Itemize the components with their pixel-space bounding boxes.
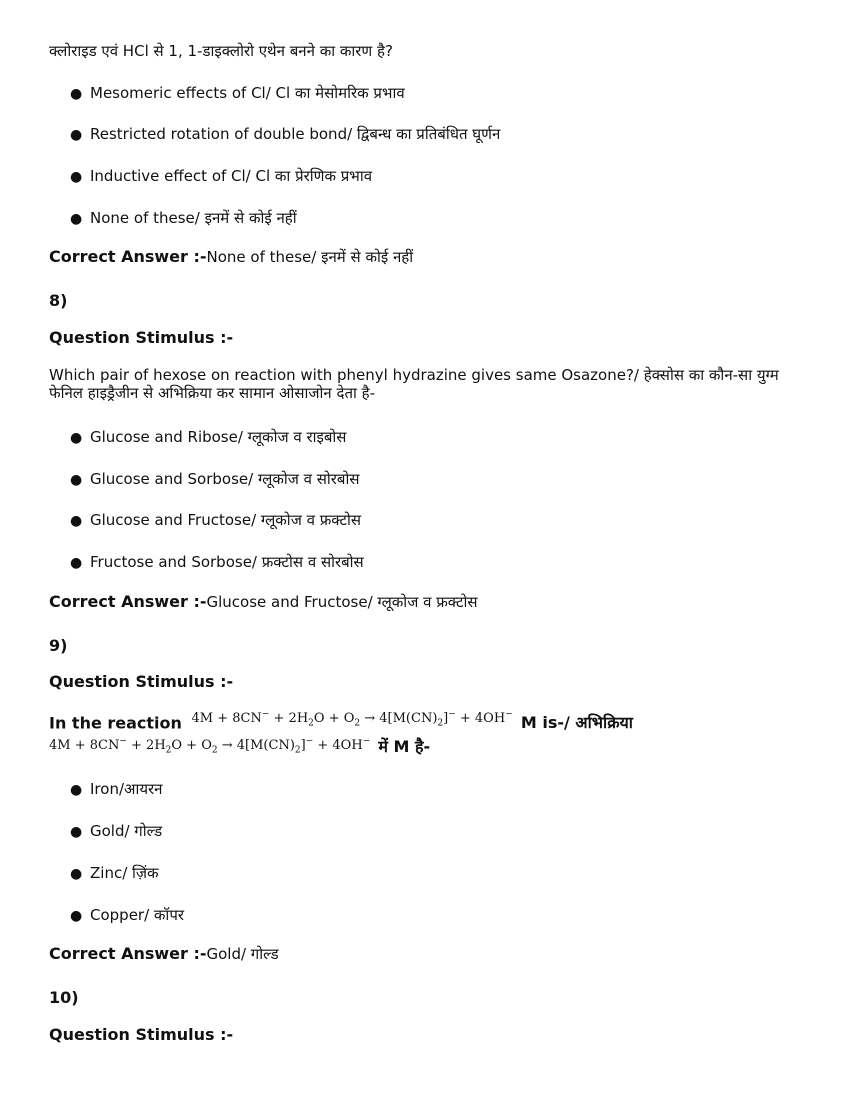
q7-stem-tail: क्लोराइड एवं HCl से 1, 1-डाइक्लोरो एथेन बनने का कारण है? (49, 42, 393, 60)
reaction-equation-image: $4M + 8CN^- + 2H_2O + O_2 \to 4[M(CN)_2]^- + 4OH^-$ (49, 737, 371, 756)
q8-option-2: ● Glucose and Sorbose/ ग्लूकोज व सोरबोस (70, 470, 360, 488)
bullet-icon: ● (70, 513, 83, 529)
q7-option-1: ● Mesomeric effects of Cl/ Cl का मेसोमरिक प्रभाव (70, 84, 405, 102)
bullet-icon: ● (70, 430, 83, 446)
bullet-icon: ● (70, 782, 83, 798)
stem-prefix: In the reaction (49, 713, 182, 733)
q8-number: 8) (49, 291, 68, 310)
bullet-icon: ● (70, 169, 83, 185)
q7-option-4: ● None of these/ इनमें से कोई नहीं (70, 209, 297, 227)
answer-label: Correct Answer :- (49, 592, 207, 611)
q9-option-3: ● Zinc/ ज़िंक (70, 864, 159, 882)
bullet-icon: ● (70, 866, 83, 882)
reaction-equation-image: 4M + 8CN− + 2H2O + O2 → 4[M(CN)2]− + 4OH− (191, 710, 513, 729)
q10-number: 10) (49, 988, 79, 1007)
q8-option-1: ● Glucose and Ribose/ ग्लूकोज व राइबोस (70, 428, 347, 446)
answer-text: Glucose and Fructose/ ग्लूकोज व फ्रक्टोस (206, 593, 478, 611)
bullet-icon: ● (70, 555, 83, 571)
q9-stimulus-label: Question Stimulus :- (49, 672, 234, 691)
q8-stimulus-label: Question Stimulus :- (49, 328, 234, 347)
q9-stem-line-2 (49, 736, 430, 763)
q9-number: 9) (49, 636, 68, 655)
answer-text: None of these/ इनमें से कोई नहीं (206, 248, 414, 266)
stem-suffix: में M है- (378, 737, 431, 757)
q9-option-4: ● Copper/ कॉपर (70, 906, 184, 924)
answer-text: Gold/ गोल्ड (206, 945, 279, 963)
bullet-icon: ● (70, 824, 83, 840)
q7-option-2: ● Restricted rotation of double bond/ द्विबन्ध का प्रतिबंधित घूर्णन (70, 125, 501, 143)
q9-correct-answer (49, 945, 279, 963)
q10-stimulus-label: Question Stimulus :- (49, 1025, 234, 1044)
q8-option-3: ● Glucose and Fructose/ ग्लूकोज व फ्रक्टोस (70, 511, 362, 529)
q8-option-4: ● Fructose and Sorbose/ फ्रक्टोस व सोरबोस (70, 553, 364, 571)
q9-option-2: ● Gold/ गोल्ड (70, 822, 163, 840)
bullet-icon: ● (70, 86, 83, 102)
bullet-icon: ● (70, 908, 83, 924)
answer-label: Correct Answer :- (49, 247, 207, 266)
q7-option-3: ● Inductive effect of Cl/ Cl का प्रेरणिक प्रभाव (70, 167, 373, 185)
q7-correct-answer (49, 248, 413, 266)
bullet-icon: ● (70, 211, 83, 227)
stem-middle: M is-/ अभिक्रिया (520, 713, 633, 733)
bullet-icon: ● (70, 127, 83, 143)
bullet-icon: ● (70, 472, 83, 488)
q9-option-1: ● Iron/आयरन (70, 780, 163, 798)
q9-stem-line-1 (49, 712, 633, 739)
q8-correct-answer (49, 593, 478, 611)
q8-stem: Which pair of hexose on reaction with phenyl hydrazine gives same Osazone?/ हेक्सोस का कौन-सा युग्म फेनिल हाइड्रैजीन से अभिक्रिया कर सामान ओसाजोन देता है- (49, 366, 779, 402)
answer-label: Correct Answer :- (49, 944, 207, 963)
